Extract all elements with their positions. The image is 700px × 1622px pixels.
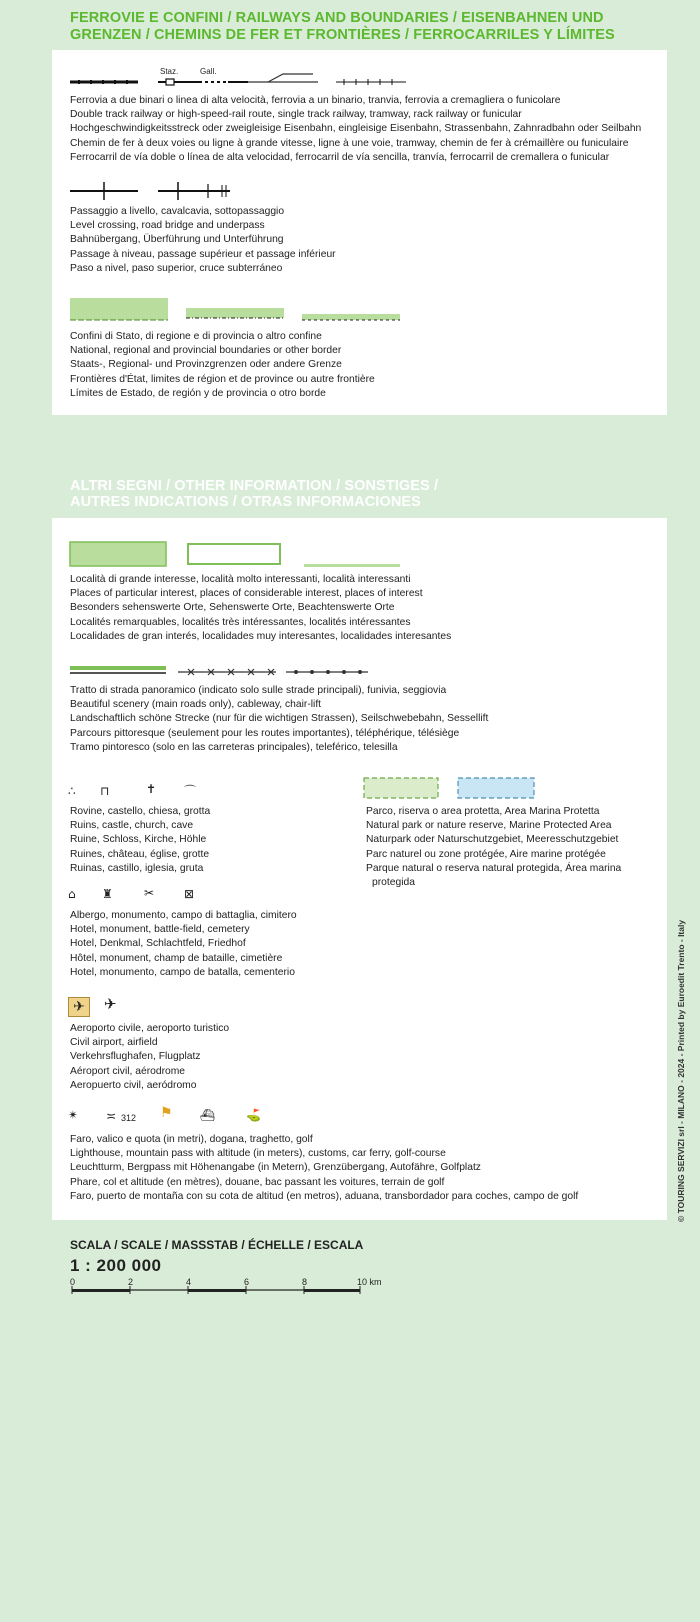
monument-icon: ♜ <box>102 887 113 901</box>
scale-tick-0: 0 <box>70 1277 76 1287</box>
hotel-description <box>70 909 297 980</box>
crossing-description <box>70 205 336 276</box>
park-line-es: Parque natural o reserva natural protegida, Área marina <box>366 862 622 874</box>
places-line-it: Località di grande interesse, località molto interessanti, località interessanti <box>70 574 411 585</box>
park-line-es-cont: protegida <box>372 876 415 888</box>
rail-line-es: Ferrocarril de vía doble o línea de alta velocidad, ferrocarril de vía sencilla, tranvía, ferrocarril de cremallera o funicular <box>70 151 610 163</box>
copyright-text: © TOURING SERVIZI srl - MILANO - 2024 - Printed by Euroedit Trento - Italy <box>676 919 686 1222</box>
tunnel-label: Gall. <box>200 67 217 76</box>
rail-line-de: Hochgeschwindigkeitsstreck oder zweigleisige Eisenbahn, eingleisige Eisenbahn, Strassenbahn, Zahnradbahn oder Seilbahn <box>70 123 642 135</box>
golf-icon: ⛳ <box>246 1108 261 1122</box>
airport-line-fr: Aéroport civil, aérodrome <box>70 1065 186 1077</box>
rail-line-fr: Chemin de fer à deux voies ou ligne à grande vitesse, ligne à une voie, tramway, chemin de fer à crémaillère ou funiculaire <box>70 137 629 149</box>
scenic-description <box>70 684 488 755</box>
railways-title-line-1: FERROVIE E CONFINI / RAILWAYS AND BOUNDARIES / EISENBAHNEN UND <box>70 10 604 26</box>
castle-icon: ⊓ <box>100 784 110 798</box>
ruins-line-es: Ruinas, castillo, iglesia, gruta <box>70 862 204 874</box>
park-line-de: Naturpark oder Naturschutzgebiet, Meeresschutzgebiet <box>366 834 619 846</box>
scenic-line-fr: Parcours pittoresque (seulement pour les routes importantes), téléphérique, télésiège <box>70 727 460 739</box>
rail-line-it: Ferrovia a due binari o linea di alta velocità, ferrovia a un binario, tranvia, ferrovia a cremagliera o funicolare <box>70 95 561 106</box>
hotel-icon: ⌂ <box>68 887 76 901</box>
scale-tick-8: 8 <box>302 1277 308 1287</box>
places-symbols <box>68 540 408 570</box>
hotel-line-fr: Hôtel, monument, champ de bataille, cimetière <box>70 952 283 964</box>
crossing-line-de: Bahnübergang, Überführung und Unterführung <box>70 234 284 246</box>
crossing-line-it: Passaggio a livello, cavalcavia, sottopassaggio <box>70 206 285 217</box>
lighthouse-icon: ✴ <box>68 1108 79 1122</box>
crossing-symbols <box>68 180 238 202</box>
pass-altitude-label: 312 <box>121 1113 137 1123</box>
scenic-line-it: Tratto di strada panoramico (indicato solo sulle strade principali), funivia, seggiovia <box>70 685 447 696</box>
boundary-line-fr: Frontières d'État, limites de région et de province ou autre frontière <box>70 373 375 385</box>
battlefield-icon: ✂ <box>144 886 155 900</box>
places-line-es: Localidades de gran interés, localidades muy interesantes, localidades interesantes <box>70 630 452 642</box>
park-description <box>366 805 621 890</box>
customs-icon: ⚑ <box>160 1105 173 1121</box>
scale-bar <box>70 1286 370 1300</box>
rail-description <box>70 94 641 165</box>
scenic-symbols <box>68 662 378 682</box>
railways-title-line-2: GRENZEN / CHEMINS DE FER ET FRONTIÈRES / FERROCARRILES Y LÍMITES <box>70 27 615 43</box>
station-label: Staz. <box>160 67 179 76</box>
scale-tick-10: 10 km <box>357 1277 382 1287</box>
cave-icon: ⌒ <box>184 784 197 798</box>
scale-title: SCALA / SCALE / MASSSTAB / ÉCHELLE / ESCALA <box>70 1238 364 1252</box>
rail-line-en: Double track railway or high-speed-rail route, single track railway, tramway, rack railway or funicular <box>70 109 522 121</box>
hotel-line-es: Hotel, monumento, campo de batalla, cementerio <box>70 966 295 978</box>
airport-description <box>70 1022 229 1093</box>
other-title-line-2: AUTRES INDICATIONS / OTRAS INFORMACIONES <box>70 494 421 510</box>
lighthouse-line-it: Faro, valico e quota (in metri), dogana, traghetto, golf <box>70 1134 313 1145</box>
cemetery-icon: ⊠ <box>184 887 195 901</box>
lighthouse-line-de: Leuchtturm, Bergpass mit Höhenangabe (in Metern), Grenzübergang, Autofähre, Golfplatz <box>70 1162 481 1174</box>
car-ferry-icon: ⛴ <box>200 1108 216 1122</box>
scenic-line-de: Landschaftlich schöne Strecke (nur für die wichtigen Strassen), Seilschwebebahn, Sessellift <box>70 713 489 725</box>
boundary-line-es: Límites de Estado, de región y de provincia o otro borde <box>70 387 326 399</box>
scale-ratio: 1 : 200 000 <box>70 1256 162 1275</box>
airport-line-it: Aeroporto civile, aeroporto turistico <box>70 1023 230 1034</box>
boundary-symbols <box>68 296 408 326</box>
boundary-line-en: National, regional and provincial boundaries or other border <box>70 345 342 357</box>
lighthouse-line-es: Faro, puerto de montaña con su cota de altitud (en metros), aduana, transbordador para coches, campo de golf <box>70 1190 579 1202</box>
hotel-line-de: Hotel, Denkmal, Schlachtfeld, Friedhof <box>70 938 246 950</box>
civil-airport-icon: ✈ <box>68 997 90 1017</box>
church-icon: ✝ <box>146 782 157 796</box>
scenic-line-en: Beautiful scenery (main roads only), cableway, chair-lift <box>70 699 322 711</box>
park-line-en: Natural park or nature reserve, Marine Protected Area <box>366 820 612 832</box>
park-line-fr: Parc naturel ou zone protégée, Aire marine protégée <box>366 848 606 860</box>
boundary-description <box>70 330 375 401</box>
ruins-line-it: Rovine, castello, chiesa, grotta <box>70 806 211 817</box>
ruins-line-de: Ruine, Schloss, Kirche, Höhle <box>70 834 207 846</box>
places-line-en: Places of particular interest, places of considerable interest, places of interest <box>70 588 423 600</box>
ruins-line-en: Ruins, castle, church, cave <box>70 820 194 832</box>
airfield-icon: ✈ <box>104 995 117 1013</box>
lighthouse-line-en: Lighthouse, mountain pass with altitude (in meters), customs, car ferry, golf-course <box>70 1148 446 1160</box>
park-symbols <box>362 776 542 800</box>
rail-symbols <box>68 64 408 92</box>
crossing-line-es: Paso a nivel, paso superior, cruce subterráneo <box>70 262 283 274</box>
places-line-de: Besonders sehenswerte Orte, Sehenswerte Orte, Beachtenswerte Orte <box>70 602 395 614</box>
places-line-fr: Localités remarquables, localités très intéressantes, localités intéressantes <box>70 616 411 628</box>
other-title-line-1: ALTRI SEGNI / OTHER INFORMATION / SONSTIGES / <box>70 478 439 494</box>
scale-tick-4: 4 <box>186 1277 192 1287</box>
crossing-line-fr: Passage à niveau, passage supérieur et passage inférieur <box>70 248 336 260</box>
airport-line-es: Aeropuerto civil, aeródromo <box>70 1079 197 1091</box>
park-line-it: Parco, riserva o area protetta, Area Marina Protetta <box>366 806 600 817</box>
crossing-line-en: Level crossing, road bridge and underpass <box>70 220 265 232</box>
lighthouse-line-fr: Phare, col et altitude (en mètres), douane, bac passant les voitures, terrain de golf <box>70 1176 445 1188</box>
airport-line-en: Civil airport, airfield <box>70 1037 158 1049</box>
ruins-description <box>70 805 210 876</box>
lighthouse-description <box>70 1133 578 1204</box>
places-description <box>70 573 451 644</box>
copyright-wrap <box>676 919 688 1622</box>
hotel-line-en: Hotel, monument, battle-field, cemetery <box>70 924 250 936</box>
scale-tick-2: 2 <box>128 1277 134 1287</box>
ruins-icon: ∴ <box>68 784 76 798</box>
mountain-pass-icon: ≍ <box>106 1109 117 1123</box>
ruins-line-fr: Ruines, château, église, grotte <box>70 848 210 860</box>
airport-line-de: Verkehrsflughafen, Flugplatz <box>70 1051 201 1063</box>
boundary-line-de: Staats-, Regional- und Provinzgrenzen oder andere Grenze <box>70 359 342 371</box>
scenic-line-es: Tramo pintoresco (solo en las carreteras principales), teleférico, telesilla <box>70 741 398 753</box>
boundary-line-it: Confini di Stato, di regione e di provincia o altro confine <box>70 331 322 342</box>
hotel-line-it: Albergo, monumento, campo di battaglia, cimitero <box>70 910 297 921</box>
scale-tick-6: 6 <box>244 1277 250 1287</box>
